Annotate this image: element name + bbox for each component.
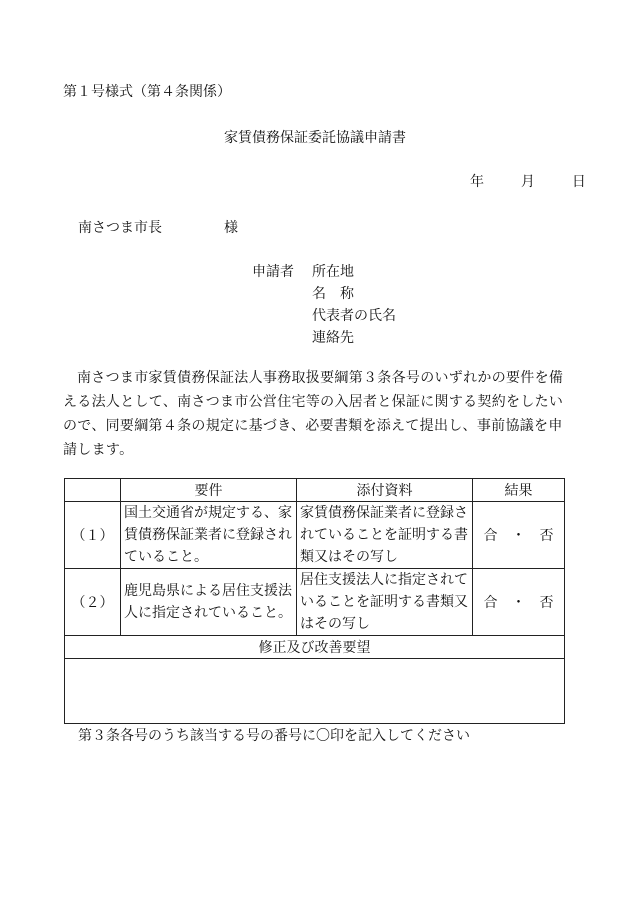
row-requirement: 国土交通省が規定する、家賃債務保証業者に登録されていること。 [121,502,297,569]
row-attachment: 家賃債務保証業者に登録されていることを証明する書類又はその写し [297,502,473,569]
header-number [65,479,121,502]
remarks-label: 修正及び改善要望 [65,636,565,659]
remarks-row [65,659,565,724]
footnote: 第３条各号のうち該当する号の番号に〇印を記入してください [78,728,470,744]
date-year: 年 [470,174,484,190]
date-month: 月 [520,174,535,190]
row-number: （１） [65,502,121,569]
table-row [65,569,565,636]
applicant-field-contact: 連絡先 [312,330,354,346]
date-line [470,171,586,191]
header-attachment: 添付資料 [297,479,473,502]
document-title: 家賃債務保証委託協議申請書 [224,130,406,146]
application-body-text: 南さつま市家賃債務保証法人事務取扱要綱第３条各号のいずれかの要件を備える法人として、南さつま市公営住宅等の入居者と保証に関する契約をしたいので、同要綱第４条の規定に基づき、必要書類を添えて提出し、事前協議を申請します。 [63,370,564,458]
table-header-row [65,479,565,502]
addressee-mayor: 南さつま市長 [78,220,162,236]
date-day: 日 [571,174,586,190]
header-result: 結果 [473,479,565,502]
remarks-value [65,659,565,724]
remarks-header-row [65,636,565,659]
row-result: 合 ・ 否 [473,502,565,569]
row-attachment: 居住支援法人に指定されていることを証明する書類又はその写し [297,569,473,636]
row-result: 合 ・ 否 [473,569,565,636]
addressee-honorific: 様 [224,220,238,236]
row-requirement: 鹿児島県による居住支援法人に指定されていること。 [121,569,297,636]
applicant-label: 申請者 [252,264,294,280]
requirements-table [64,478,565,724]
table-row [65,502,565,569]
applicant-field-name: 名 称 [312,286,354,302]
addressee [78,217,238,237]
header-requirement: 要件 [121,479,297,502]
form-number: 第１号様式（第４条関係） [63,84,231,100]
applicant-field-address: 所在地 [312,264,354,280]
row-number: （２） [65,569,121,636]
applicant-field-representative: 代表者の氏名 [312,308,396,324]
